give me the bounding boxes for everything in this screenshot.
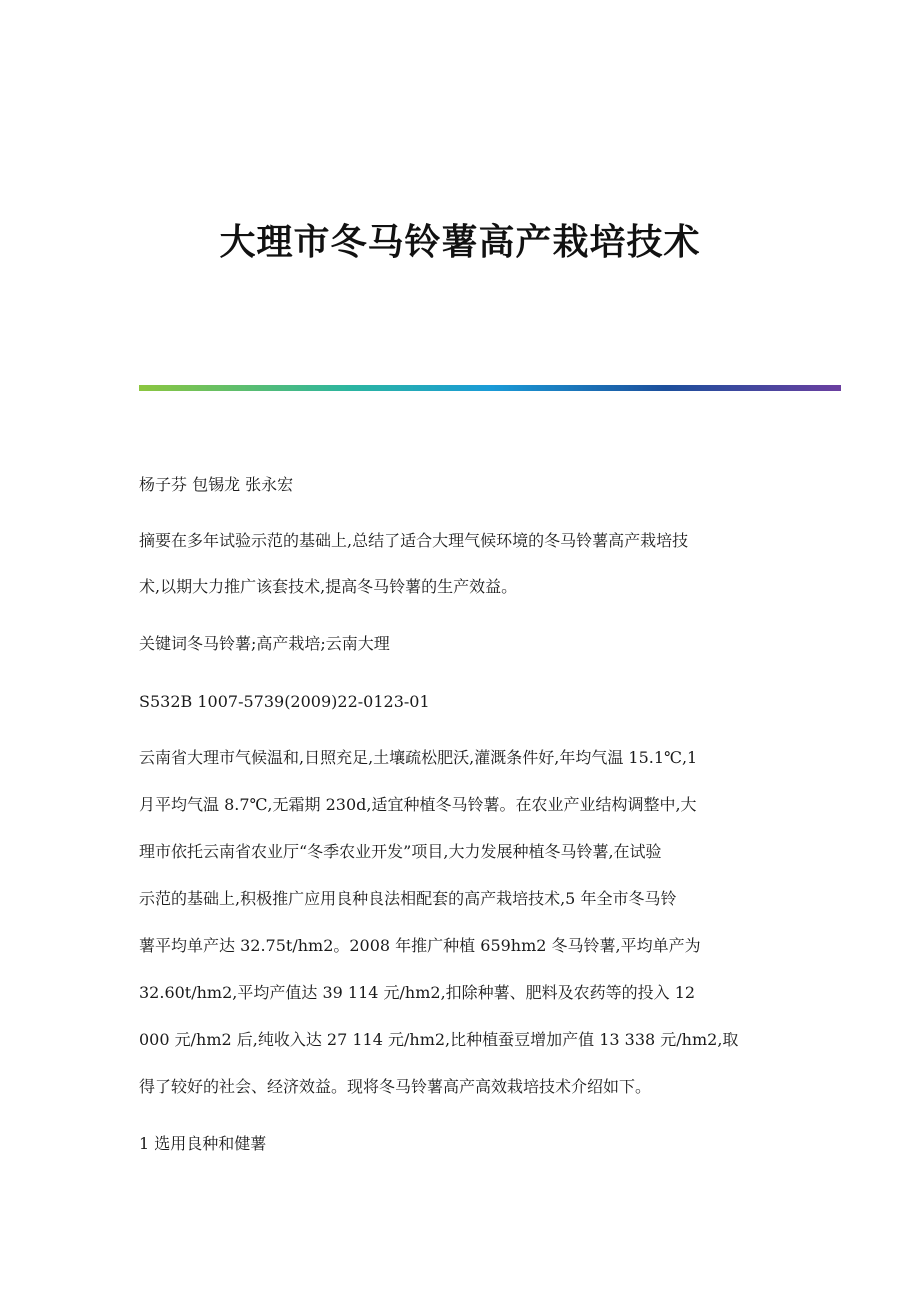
- section-heading: 1 选用良种和健薯: [139, 1134, 267, 1153]
- title-divider: [139, 385, 841, 391]
- body-line: 薯平均单产达 32.75t/hm2。2008 年推广种植 659hm2 冬马铃薯,平均单产为: [139, 936, 701, 955]
- abstract-line: 术,以期大力推广该套技术,提高冬马铃薯的生产效益。: [139, 577, 518, 596]
- body-line: 000 元/hm2 后,纯收入达 27 114 元/hm2,比种植蚕豆增加产值 13 338 元/hm2,取: [139, 1030, 739, 1049]
- body-line: 32.60t/hm2,平均产值达 39 114 元/hm2,扣除种薯、肥料及农药等的投入 12: [139, 983, 696, 1002]
- paper-title: 大理市冬马铃薯高产栽培技术: [219, 221, 701, 263]
- body-line: 理市依托云南省农业厅“冬季农业开发”项目,大力发展种植冬马铃薯,在试验: [139, 842, 662, 861]
- body-line: 月平均气温 8.7℃,无霜期 230d,适宜种植冬马铃薯。在农业产业结构调整中,大: [139, 795, 697, 814]
- abstract-line: 摘要在多年试验示范的基础上,总结了适合大理气候环境的冬马铃薯高产栽培技: [139, 531, 689, 550]
- body-line: 得了较好的社会、经济效益。现将冬马铃薯高产高效栽培技术介绍如下。: [139, 1077, 652, 1096]
- authors: 杨子芬 包锡龙 张永宏: [139, 475, 294, 494]
- body-line: 云南省大理市气候温和,日照充足,土壤疏松肥沃,灌溉条件好,年均气温 15.1℃,1: [139, 748, 698, 767]
- classification-number: S532B 1007-5739(2009)22-0123-01: [139, 692, 430, 711]
- keywords: 关键词冬马铃薯;高产栽培;云南大理: [139, 634, 390, 653]
- body-line: 示范的基础上,积极推广应用良种良法相配套的高产栽培技术,5 年全市冬马铃: [139, 889, 677, 908]
